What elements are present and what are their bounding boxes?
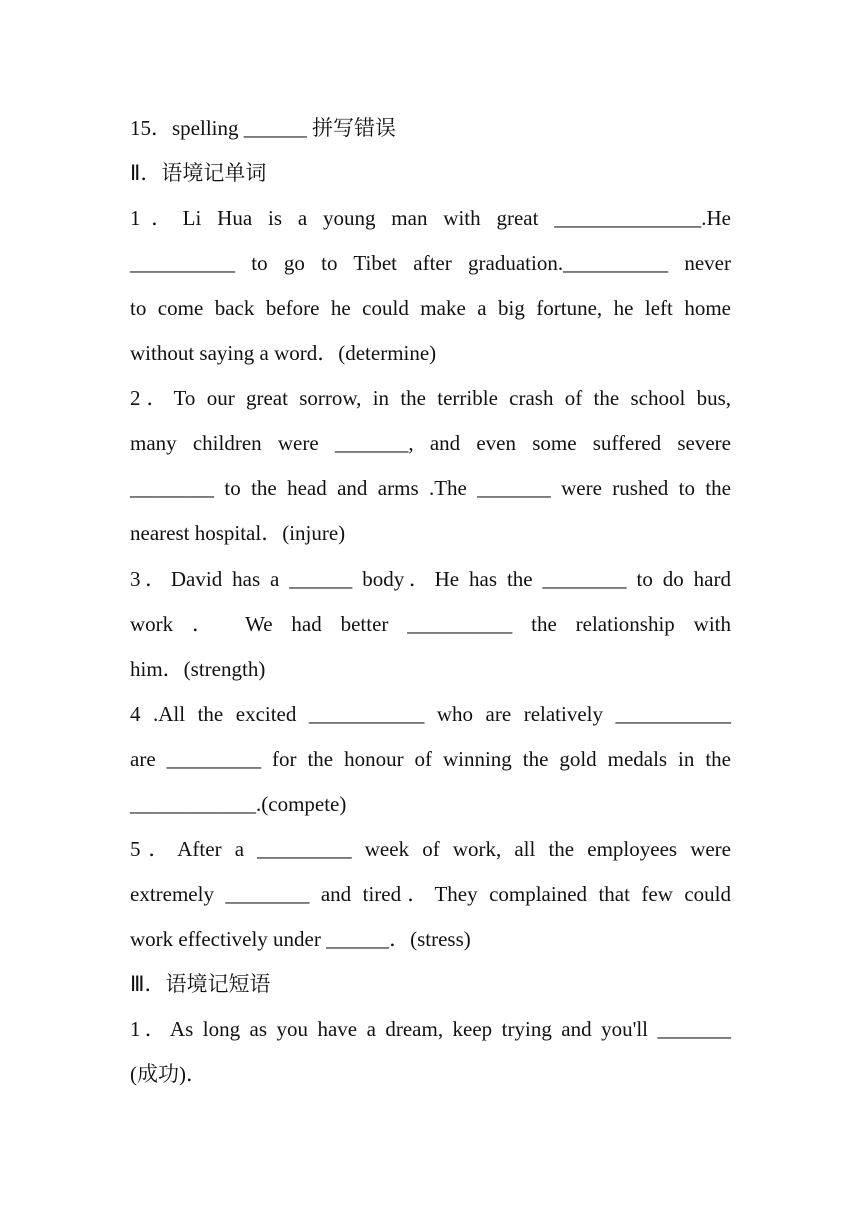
- question-1-line-4: without saying a word．(determine): [130, 341, 437, 365]
- question-5-line-1: 5．After a _________ week of work, all the employees were: [130, 837, 731, 861]
- question-1-line-1: 1．Li Hua is a young man with great ______________.He: [130, 206, 731, 230]
- question-5-line-2: extremely ________ and tired．They complained that few could: [130, 882, 731, 906]
- question-4-line-2: are _________ for the honour of winning the gold medals in the: [130, 747, 731, 771]
- vocab-item-15-text: 15．spelling ______: [130, 116, 312, 140]
- question-3-line-2: work ． We had better __________ the relationship with: [130, 612, 731, 636]
- vocab-item-15-meaning: 拼写错误: [312, 116, 396, 140]
- phrase-1-line-1: 1．As long as you have a dream, keep trying and you'll _______: [130, 1017, 731, 1041]
- question-1-line-3: to come back before he could make a big fortune, he left home: [130, 296, 731, 320]
- question-1-line-2: __________ to go to Tibet after graduation.__________ never: [130, 251, 731, 275]
- question-2-line-4: nearest hospital．(injure): [130, 521, 346, 545]
- section-heading-2: Ⅱ．语境记单词: [130, 161, 267, 185]
- question-4-line-1: 4 .All the excited ___________ who are relatively ___________: [130, 702, 731, 726]
- question-3-line-1: 3．David has a ______ body．He has the ________ to do hard: [130, 567, 731, 591]
- question-2-line-3: ________ to the head and arms .The _______ were rushed to the: [130, 476, 731, 500]
- section-heading-3: Ⅲ．语境记短语: [130, 972, 271, 996]
- vocab-item-15: [130, 112, 731, 144]
- question-3-line-3: him．(strength): [130, 657, 266, 681]
- question-5-line-3: work effectively under ______．(stress): [130, 927, 471, 951]
- question-2-line-2: many children were _______, and even some suffered severe: [130, 431, 731, 455]
- question-4-line-3: ____________.(compete): [130, 792, 347, 816]
- phrase-1-line-2: (成功)．: [130, 1062, 207, 1086]
- question-2-line-1: 2．To our great sorrow, in the terrible crash of the school bus,: [130, 386, 731, 410]
